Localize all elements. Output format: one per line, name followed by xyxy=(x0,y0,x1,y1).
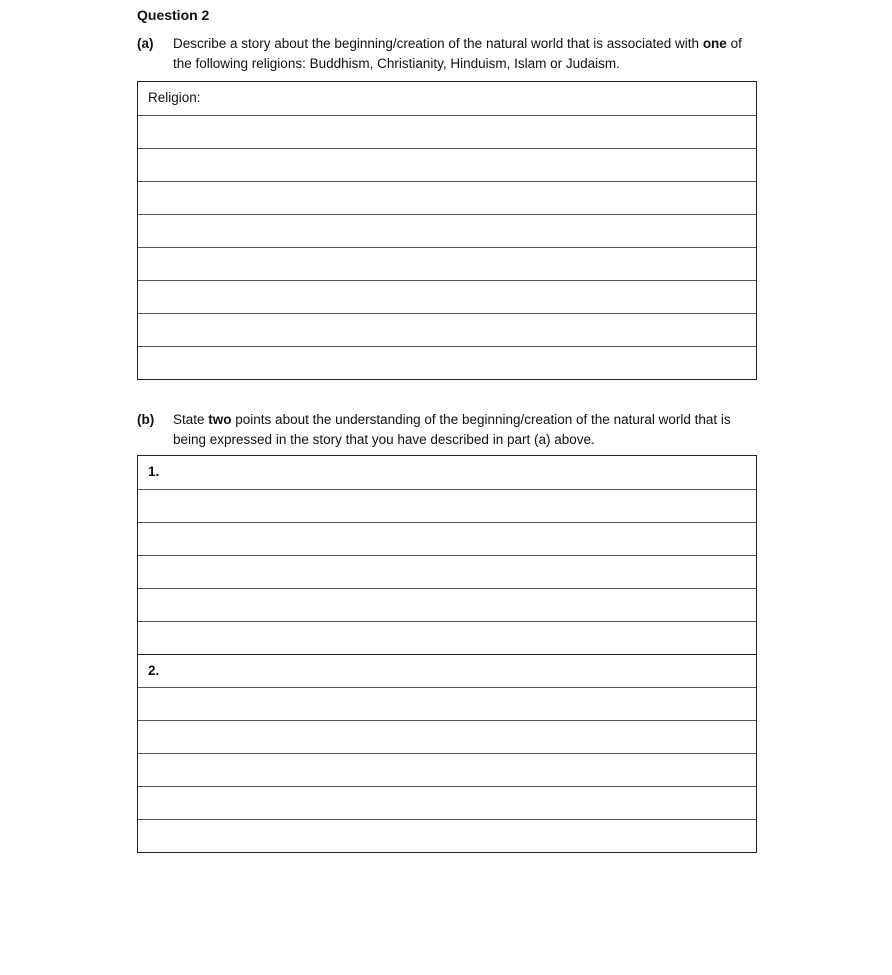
part-a-bold-word: one xyxy=(702,36,727,51)
part-b-text-end: points about the understanding of the beginning/creation of the natural world that is being expressed in the story that you have described in part (a) above. xyxy=(173,412,731,447)
answer-line[interactable] xyxy=(138,214,756,247)
part-b-prompt xyxy=(137,410,757,450)
answer-line[interactable] xyxy=(138,555,756,588)
question-title: Question 2 xyxy=(137,7,210,23)
part-b-answer-box[interactable] xyxy=(137,455,757,853)
point-1-row[interactable] xyxy=(138,456,756,489)
part-a-answer-box[interactable] xyxy=(137,81,757,380)
part-a-prompt xyxy=(137,34,757,74)
point-2-row[interactable] xyxy=(138,654,756,687)
answer-line[interactable] xyxy=(138,115,756,148)
answer-line[interactable] xyxy=(138,819,756,852)
answer-line[interactable] xyxy=(138,687,756,720)
answer-line[interactable] xyxy=(138,753,756,786)
answer-line[interactable] xyxy=(138,247,756,280)
part-a-label: (a) xyxy=(137,36,154,51)
answer-line[interactable] xyxy=(138,588,756,621)
answer-line[interactable] xyxy=(138,522,756,555)
answer-line[interactable] xyxy=(138,280,756,313)
answer-line[interactable] xyxy=(138,621,756,654)
part-b-text-start: State xyxy=(173,412,209,427)
answer-line[interactable] xyxy=(138,148,756,181)
answer-line[interactable] xyxy=(138,181,756,214)
part-a-text-start: Describe a story about the beginning/creation of the natural world that is associated with xyxy=(173,36,703,51)
answer-line[interactable] xyxy=(138,346,756,379)
answer-line[interactable] xyxy=(138,313,756,346)
part-a-text xyxy=(173,34,757,74)
point-2-label: 2. xyxy=(148,663,160,678)
part-b-label: (b) xyxy=(137,412,155,427)
religion-row[interactable] xyxy=(138,82,756,115)
answer-line[interactable] xyxy=(138,720,756,753)
part-b-bold-word: two xyxy=(208,412,232,427)
part-b-text xyxy=(173,410,757,450)
answer-line[interactable] xyxy=(138,786,756,819)
religion-label: Religion: xyxy=(148,90,201,105)
point-1-label: 1. xyxy=(148,464,160,479)
answer-line[interactable] xyxy=(138,489,756,522)
part-a-text-end: of the following religions: Buddhism, Christianity, Hinduism, Islam or Judaism. xyxy=(173,36,742,71)
